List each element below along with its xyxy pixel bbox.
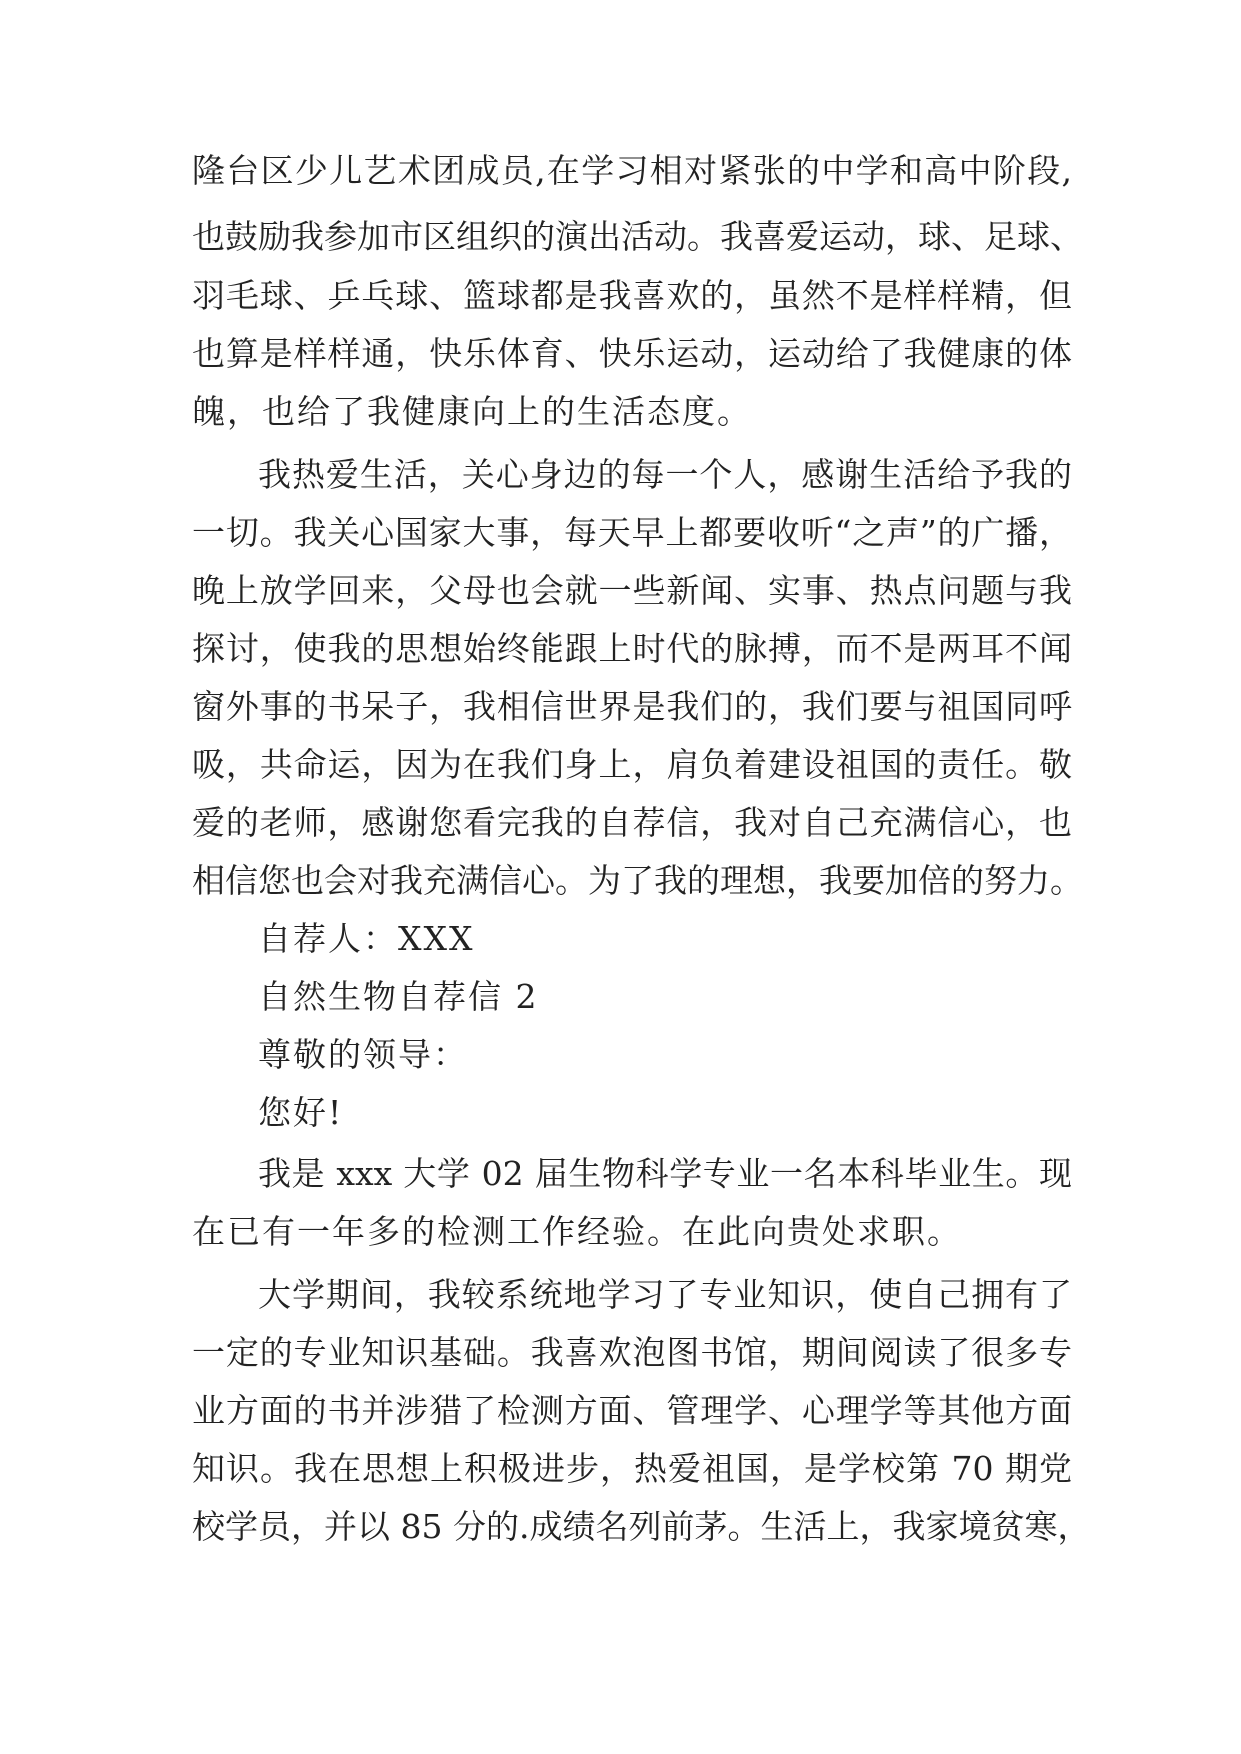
section-title: 自然生物自荐信 2 (258, 977, 539, 1016)
text-line: 相信您也会对我充满信心。为了我的理想，我要加倍的努力。 (192, 861, 1083, 900)
text-line: 窗外事的书呆子，我相信世界是我们的，我们要与祖国同呼 (192, 687, 1072, 726)
text-line: 吸，共命运，因为在我们身上，肩负着建设祖国的责任。敬 (192, 745, 1072, 784)
signature-line: 自荐人：XXX (258, 919, 475, 958)
text-line: 隆台区少儿艺术团成员,在学习相对紧张的中学和高中阶段, (192, 151, 1072, 190)
paragraph-first-line: 我是 xxx 大学 02 届生物科学专业一名本科毕业生。现 (258, 1154, 1072, 1193)
text-line: 爱的老师，感谢您看完我的自荐信，我对自己充满信心，也 (192, 803, 1072, 842)
text-line: 一切。我关心国家大事，每天早上都要收听“之声”的广播， (192, 513, 1072, 552)
text-line: 也鼓励我参加市区组织的演出活动。我喜爱运动，球、足球、 (192, 217, 1083, 256)
text-line: 羽毛球、乒乓球、篮球都是我喜欢的，虽然不是样样精，但 (192, 276, 1072, 315)
text-line: 业方面的书并涉猎了检测方面、管理学、心理学等其他方面 (192, 1391, 1072, 1430)
text-line: 探讨，使我的思想始终能跟上时代的脉搏，而不是两耳不闻 (192, 629, 1072, 668)
salutation: 尊敬的领导： (258, 1035, 468, 1074)
text-line: 晚上放学回来，父母也会就一些新闻、实事、热点问题与我 (192, 571, 1072, 610)
text-line: 一定的专业知识基础。我喜欢泡图书馆，期间阅读了很多专 (192, 1333, 1072, 1372)
greeting: 您好! (258, 1093, 344, 1132)
text-line: 校学员，并以 85 分的.成绩名列前茅。生活上，我家境贫寒， (192, 1507, 1091, 1546)
paragraph-first-line: 我热爱生活，关心身边的每一个人，感谢生活给予我的 (258, 455, 1072, 494)
text-line: 也算是样样通，快乐体育、快乐运动，运动给了我健康的体 (192, 334, 1072, 373)
text-line: 知识。我在思想上积极进步，热爱祖国，是学校第 70 期党 (192, 1449, 1072, 1488)
paragraph-first-line: 大学期间，我较系统地学习了专业知识，使自己拥有了 (258, 1275, 1072, 1314)
text-line: 魄，也给了我健康向上的生活态度。 (192, 392, 752, 431)
text-line: 在已有一年多的检测工作经验。在此向贵处求职。 (192, 1212, 962, 1251)
